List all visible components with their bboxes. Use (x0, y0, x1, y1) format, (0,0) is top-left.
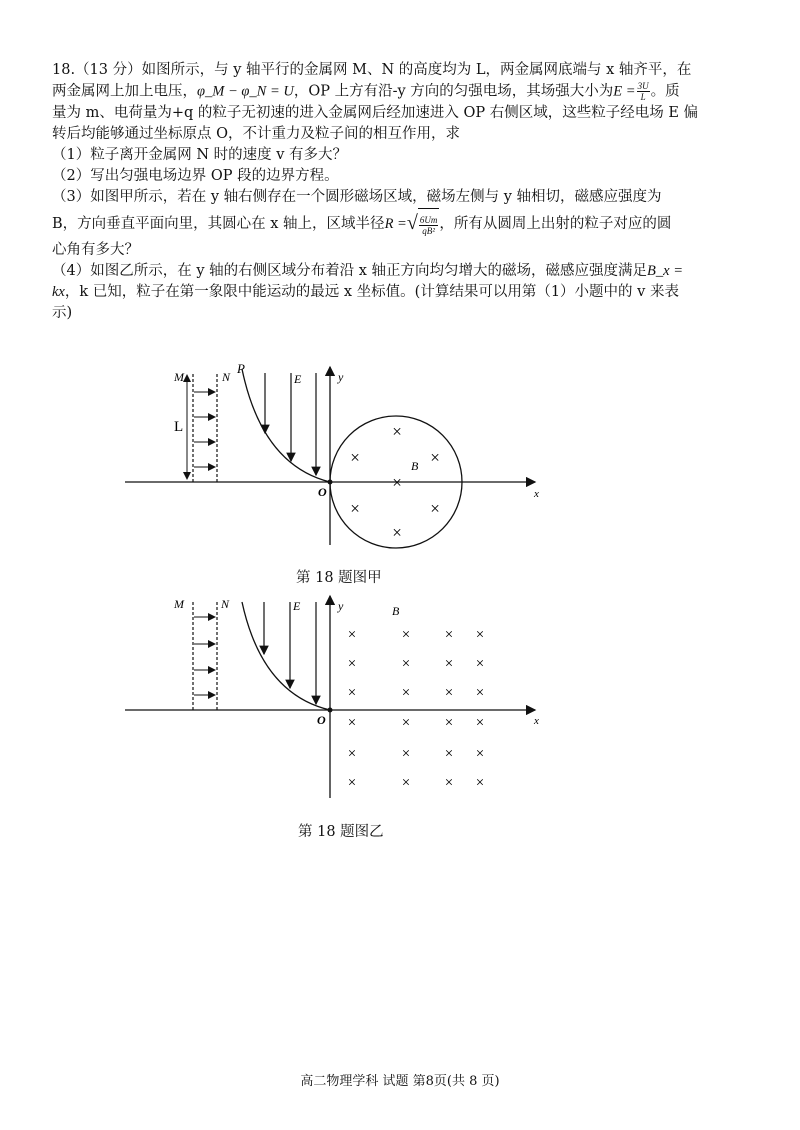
label-n: N (222, 370, 231, 384)
radius-formula-lhs: R = (384, 215, 407, 232)
question-18 (52, 60, 752, 324)
field-cross: × (347, 775, 357, 791)
field-cross: × (444, 685, 454, 701)
figure-2-caption: 第 18 题图乙 (298, 824, 384, 840)
label-b: B (411, 459, 419, 473)
sub-question-3-line-1: （3）如图甲所示，若在 y 轴右侧存在一个圆形磁场区域，磁场左侧与 y 轴相切，磁感应强度为 (52, 188, 662, 205)
label-p: P (237, 361, 245, 376)
label-x: x (534, 715, 539, 727)
field-cross: × (401, 746, 411, 762)
field-cross: × (444, 746, 454, 762)
field-cross: × (347, 627, 357, 643)
field-cross: × (347, 715, 357, 731)
field-cross: × (475, 775, 485, 791)
sub-question-3-line-2 (52, 208, 752, 240)
field-formula-lhs: E = (613, 83, 636, 100)
question-intro-line-2 (52, 81, 752, 103)
question-intro-text: 两金属网上加上电压， (52, 83, 197, 100)
radius-sqrt (407, 208, 439, 240)
question-intro-line-4: 转后均能够通过坐标原点 O，不计重力及粒子间的相互作用，求 (52, 125, 460, 142)
boundary-curve-op (242, 602, 330, 710)
field-cross: × (444, 715, 454, 731)
field-cross: × (392, 422, 402, 441)
sub-question-3-text: B，方向垂直平面向里，其圆心在 x 轴上，区域半径 (52, 215, 385, 232)
label-n: N (221, 597, 230, 611)
field-cross: × (444, 656, 454, 672)
question-intro-line-1: 18.（13 分）如图所示，与 y 轴平行的金属网 M、N 的高度均为 L，两金属网底端与 x 轴齐平，在 (52, 62, 692, 78)
field-cross: × (430, 499, 440, 518)
sub-question-1: （1）粒子离开金属网 N 时的速度 v 有多大？ (52, 146, 348, 163)
field-cross: × (475, 746, 485, 762)
label-y: y (338, 370, 344, 384)
magnetic-field-formula-lhs: B_x = (647, 262, 683, 279)
field-cross: × (392, 523, 402, 542)
sub-question-4-line-3: 示) (52, 304, 73, 321)
field-cross: × (475, 627, 485, 643)
label-origin: O (317, 713, 326, 727)
label-l: L (174, 419, 184, 435)
sqrt-sign: √ (406, 211, 418, 234)
field-cross: × (401, 685, 411, 701)
field-fraction-numerator: 3U (637, 81, 649, 91)
field-cross: × (392, 473, 402, 492)
question-intro-text: 。质 (650, 83, 680, 100)
page-footer: 高二物理学科 试题 第8页(共 8 页) (300, 1074, 500, 1089)
radius-fraction-denominator: qB² (422, 225, 435, 236)
field-cross: × (401, 715, 411, 731)
magnetic-field-formula-rhs: kx (52, 283, 65, 300)
field-cross: × (401, 656, 411, 672)
label-x: x (534, 488, 539, 500)
figure-1-diagram (0, 355, 800, 560)
label-b: B (392, 604, 400, 618)
sub-question-4-line-2 (52, 282, 752, 303)
figure-2-diagram (0, 590, 800, 805)
field-fraction (637, 81, 650, 102)
field-cross: × (444, 775, 454, 791)
field-cross: × (350, 499, 360, 518)
field-cross: × (401, 775, 411, 791)
figure-1-caption: 第 18 题图甲 (296, 570, 382, 586)
sub-question-4-text: ，k 已知，粒子在第一象限中能运动的最远 x 坐标值。(计算结果可以用第（1）小题中的 v 来表 (64, 283, 679, 300)
radius-fraction-numerator: 6Um (419, 214, 438, 225)
field-cross: × (347, 656, 357, 672)
sub-question-3-line-3: 心角有多大？ (52, 241, 139, 258)
question-intro-line-3: 量为 m、电荷量为+q 的粒子无初速的进入金属网后经加速进入 OP 右侧区域，这些粒子经电场 E 偏 (52, 104, 699, 121)
field-cross: × (350, 448, 360, 467)
label-e: E (294, 372, 302, 386)
field-cross: × (401, 627, 411, 643)
origin-point (328, 480, 333, 485)
label-origin: O (318, 485, 327, 499)
boundary-curve-op (242, 369, 330, 482)
label-m: M (174, 597, 184, 611)
label-e: E (293, 599, 301, 613)
field-cross: × (444, 627, 454, 643)
label-m: M (174, 370, 184, 384)
field-cross: × (475, 685, 485, 701)
field-cross: × (347, 746, 357, 762)
field-cross: × (475, 656, 485, 672)
question-intro-text: ，OP 上方有沿-y 方向的匀强电场，其场强大小为 (293, 83, 614, 100)
field-cross: × (475, 715, 485, 731)
label-y: y (338, 599, 344, 613)
origin-point (328, 708, 333, 713)
potential-difference-formula: φ_M − φ_N = U (197, 83, 294, 100)
field-cross: × (347, 685, 357, 701)
sub-question-4-text: （4）如图乙所示，在 y 轴的右侧区域分布着沿 x 轴正方向均匀增大的磁场，磁感应强度满足 (52, 262, 648, 279)
sub-question-3-text: ，所有从圆周上出射的粒子对应的圆 (439, 215, 672, 232)
sub-question-4-line-1 (52, 261, 752, 282)
sub-question-2: （2）写出匀强电场边界 OP 段的边界方程。 (52, 167, 339, 184)
magnetic-field-grid (348, 627, 484, 791)
field-fraction-denominator: L (640, 92, 646, 102)
field-cross: × (430, 448, 440, 467)
